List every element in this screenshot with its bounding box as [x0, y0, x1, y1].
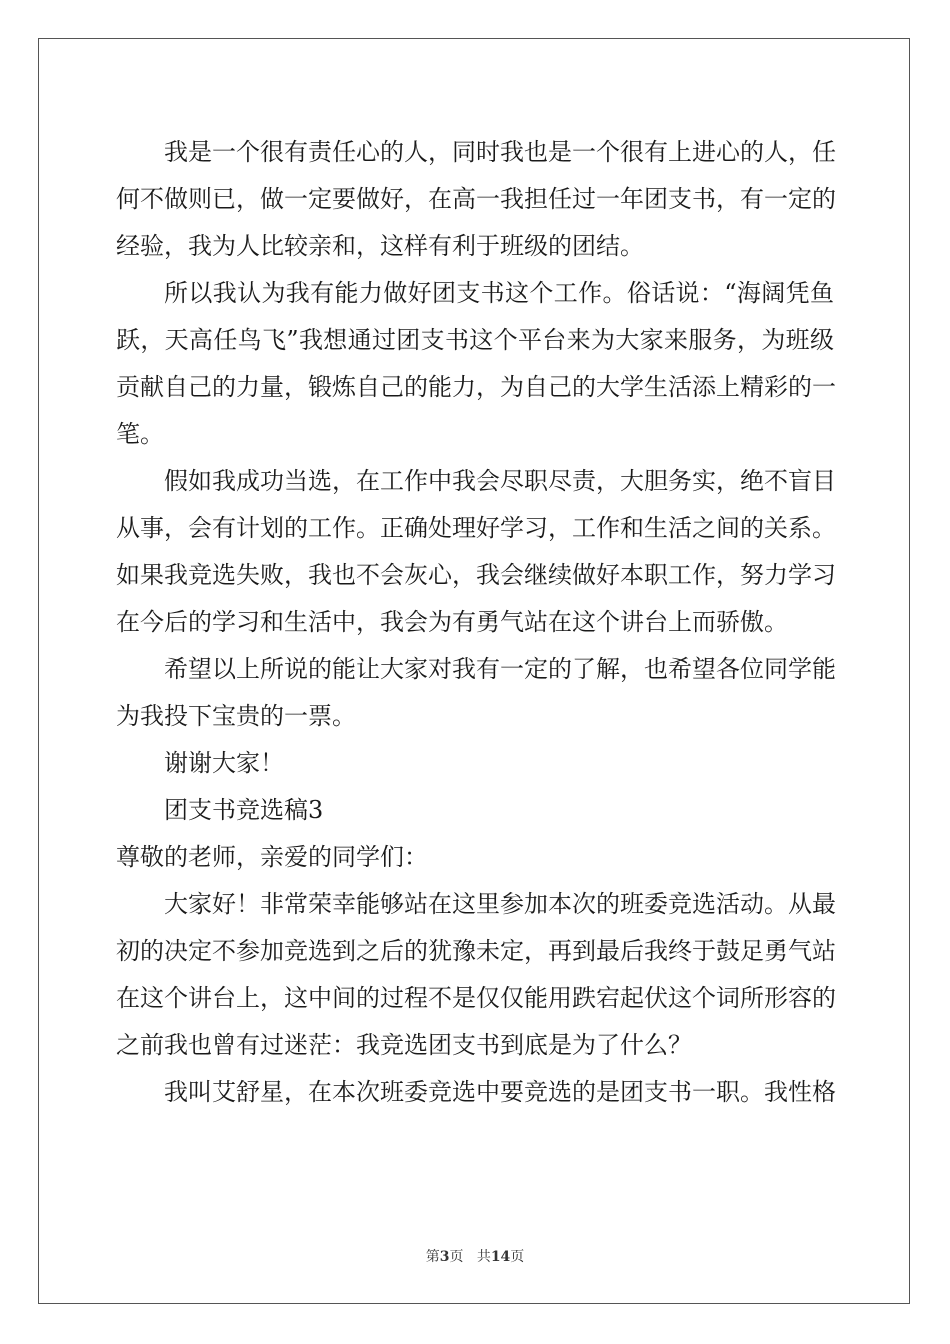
text-line: 经验，我为人比较亲和，这样有利于班级的团结。: [116, 232, 644, 260]
text-line: 团支书竞选稿3: [164, 796, 324, 824]
text-line: 希望以上所说的能让大家对我有一定的了解，也希望各位同学能: [164, 655, 836, 683]
text-line: 在这个讲台上，这中间的过程不是仅仅能用跌宕起伏这个词所形容的: [116, 984, 836, 1012]
text-line: 我是一个很有责任心的人，同时我也是一个很有上进心的人，任: [164, 138, 836, 166]
total-pages-number: 14: [490, 1249, 511, 1265]
text-line: 之前我也曾有过迷茫：我竞选团支书到底是为了什么？: [116, 1031, 692, 1059]
text-line: 在今后的学习和生活中，我会为有勇气站在这个讲台上而骄傲。: [116, 608, 788, 636]
text-line: 初的决定不参加竞选到之后的犹豫未定，再到最后我终于鼓足勇气站: [116, 937, 836, 965]
text-line: 如果我竞选失败，我也不会灰心，我会继续做好本职工作，努力学习: [116, 561, 836, 589]
text-line: 从事，会有计划的工作。正确处理好学习，工作和生活之间的关系。: [116, 514, 836, 542]
current-page-number: 3: [439, 1249, 450, 1265]
text-line: 大家好！非常荣幸能够站在这里参加本次的班委竞选活动。从最: [164, 890, 836, 918]
text-line: 笔。: [116, 420, 164, 448]
page-footer: [0, 1246, 950, 1266]
text-line: 我叫艾舒星，在本次班委竞选中要竞选的是团支书一职。我性格: [164, 1078, 836, 1106]
text-line: 假如我成功当选，在工作中我会尽职尽责，大胆务实，绝不盲目: [164, 467, 836, 495]
document-body: [116, 129, 834, 1116]
text-line: 贡献自己的力量，锻炼自己的能力，为自己的大学生活添上精彩的一: [116, 373, 836, 401]
footer-page-suffix: 页: [449, 1249, 464, 1265]
footer-total-suffix: 页: [510, 1249, 525, 1265]
text-line: 跃，天高任鸟飞”我想通过团支书这个平台来为大家来服务，为班级: [116, 326, 834, 354]
footer-prefix: 第: [425, 1249, 440, 1265]
text-line: 所以我认为我有能力做好团支书这个工作。俗话说：“海阔凭鱼: [164, 279, 834, 307]
footer-total-prefix: 共: [476, 1249, 491, 1265]
text-line: 谢谢大家！: [164, 749, 284, 777]
text-line: 尊敬的老师，亲爱的同学们：: [116, 843, 428, 871]
text-line: 为我投下宝贵的一票。: [116, 702, 356, 730]
text-line: 何不做则已，做一定要做好，在高一我担任过一年团支书，有一定的: [116, 185, 836, 213]
